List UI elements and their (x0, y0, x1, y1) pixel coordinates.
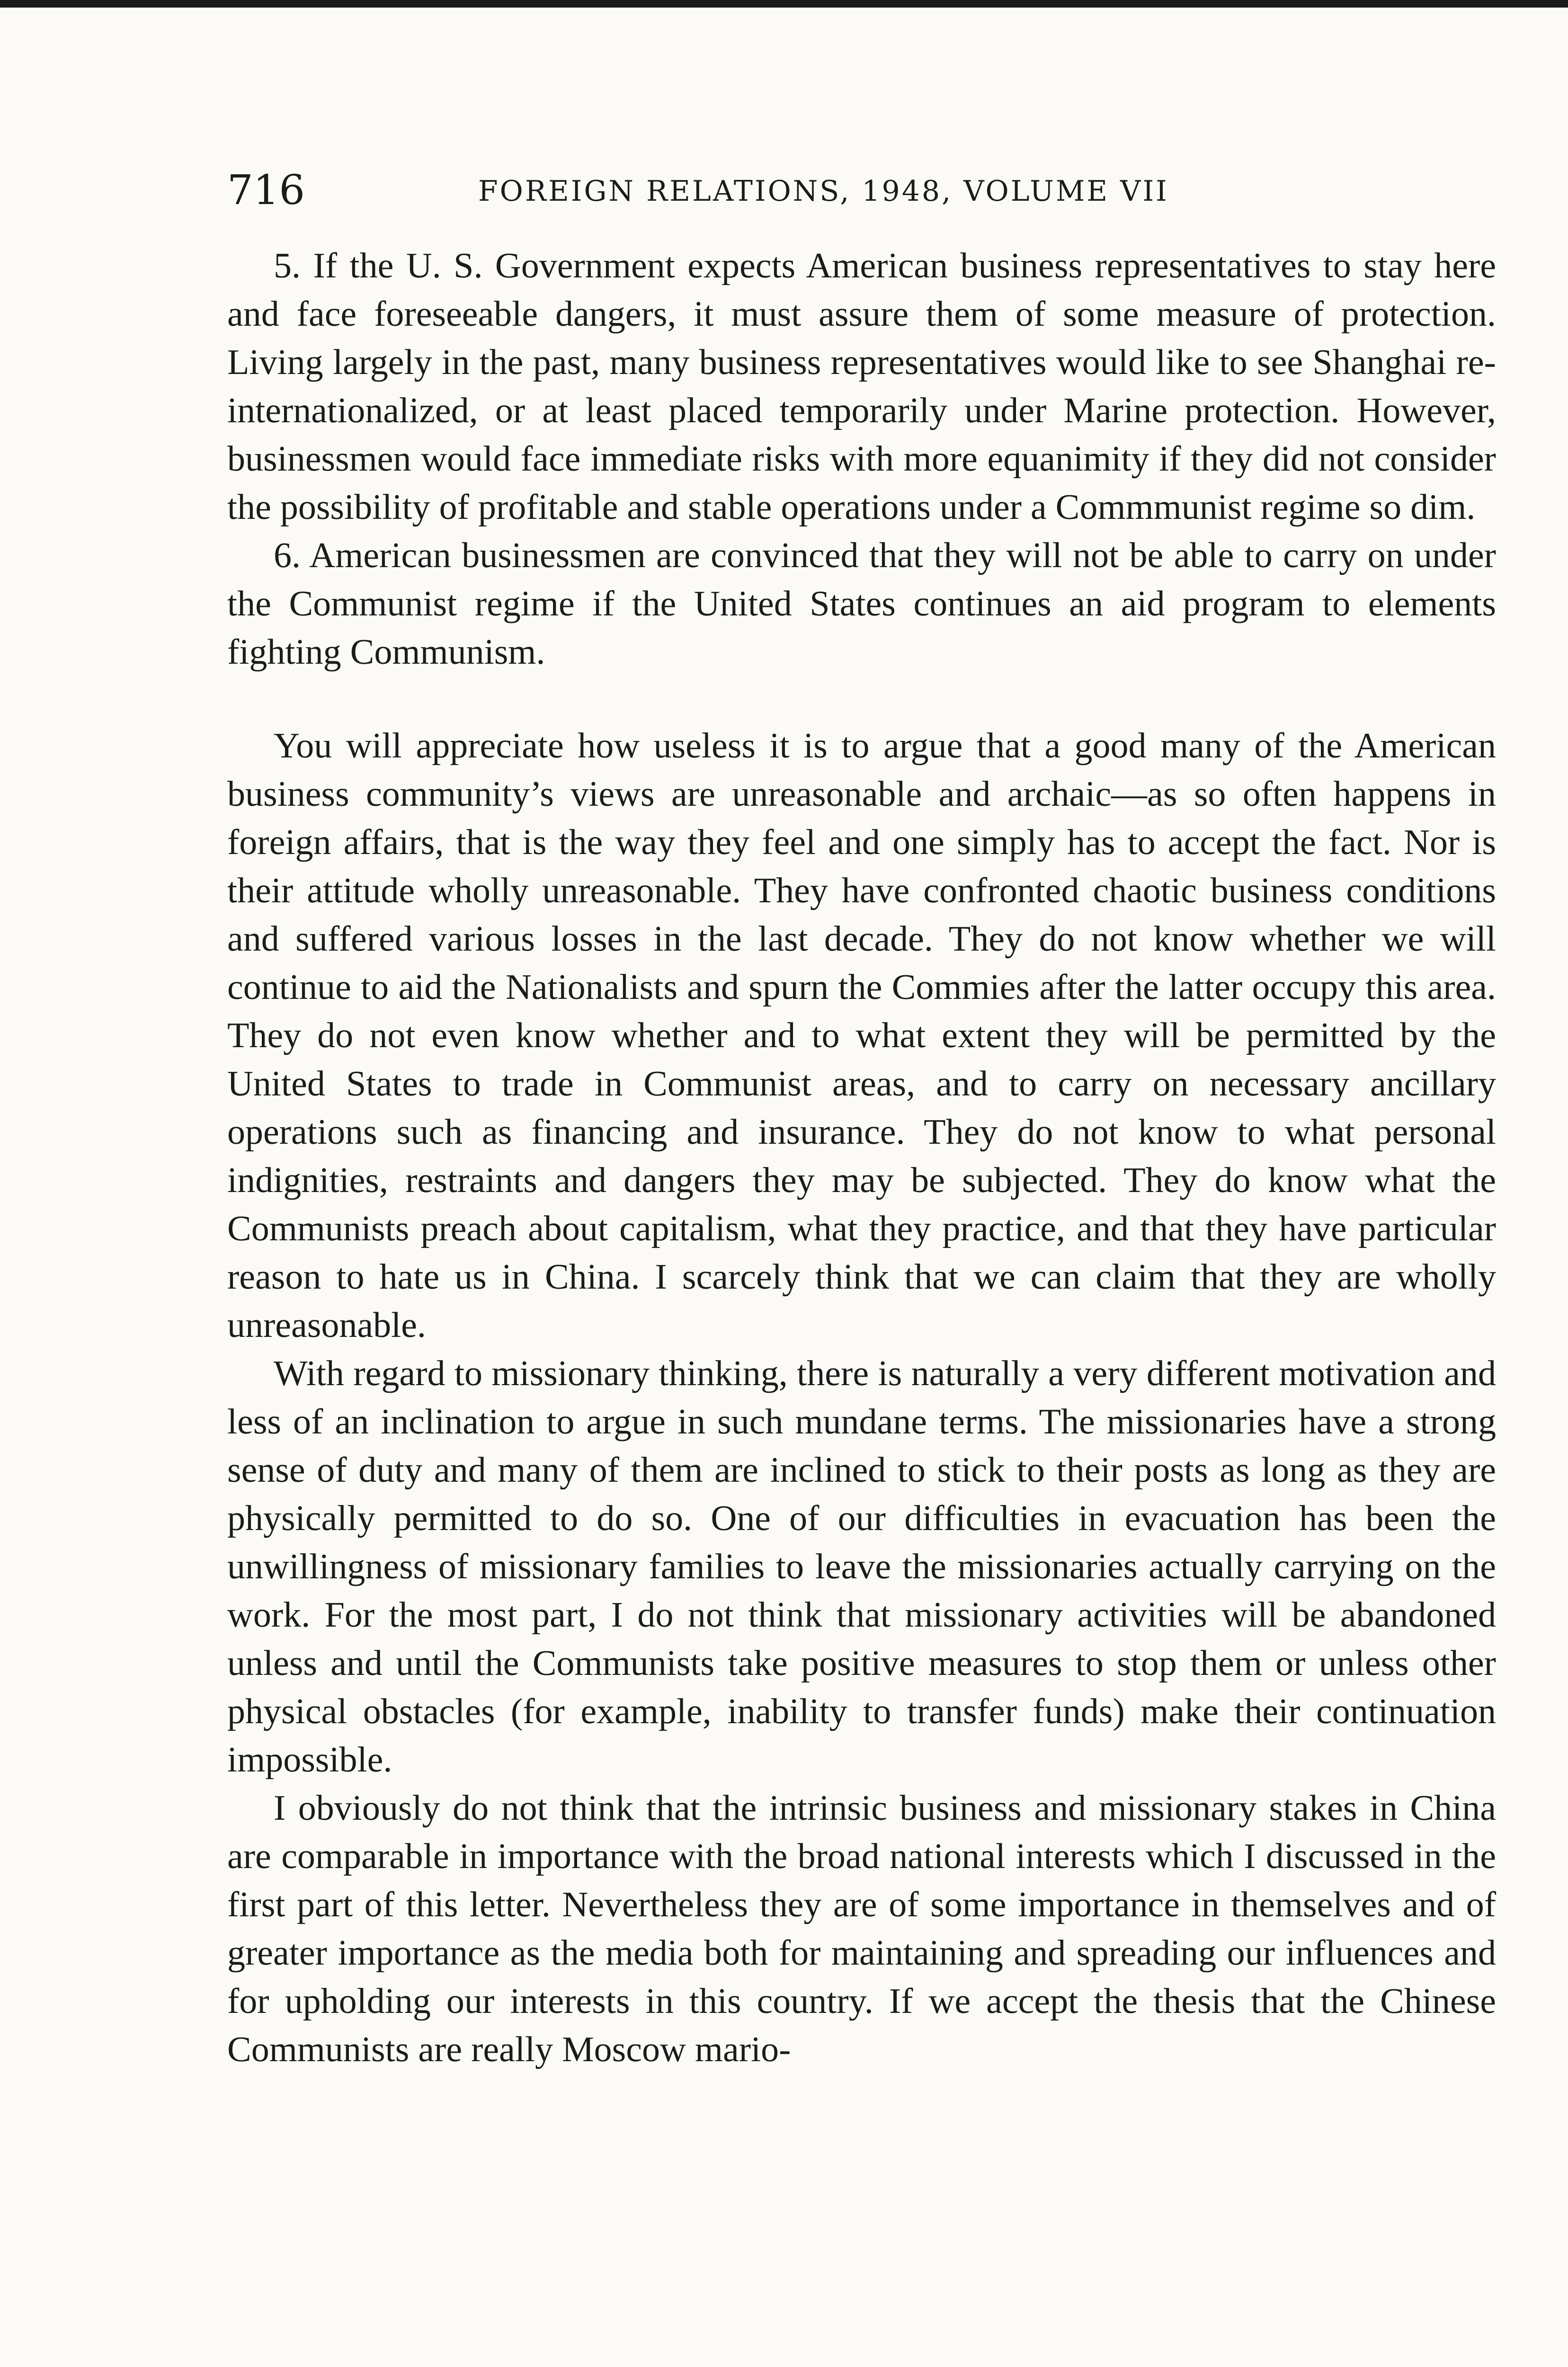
body-text (227, 241, 1496, 2073)
paragraph-business-views: You will appreciate how useless it is to argue that a good many of the American business community’s views are unreasonable and archaic—as so often happens in foreign affairs, that is the way they feel and one simply has to accept the fact. Nor is their attitude wholly unreasonable. They have confronted chaotic business conditions and suffered various losses in the last decade. They do not know whether we will continue to aid the Nationalists and spurn the Commies after the latter occupy this area. They do not even know whether and to what extent they will be permitted by the United States to trade in Communist areas, and to carry on necessary ancillary operations such as financing and insurance. They do not know to what personal indignities, restraints and dangers they may be subjected. They do know what the Communists preach about capitalism, what they practice, and that they have particular reason to hate us in China. I scarcely think that we can claim that they are wholly unreasonable. (227, 726, 1496, 1345)
paragraph-item-5: 5. If the U. S. Government expects American business representatives to stay here and face foreseeable dangers, it must assure them of some measure of protection. Living largely in the past, many business representatives would like to see Shanghai re-internationalized, or at least placed temporarily under Marine protection. However, businessmen would face immediate risks with more equanimity if they did not consider the possibility of profitable and stable operations under a Commmunist regime so dim. (227, 246, 1496, 527)
paragraph-item-6: 6. American businessmen are convinced that they will not be able to carry on under the Communist regime if the United States continues an aid program to elements fighting Communism. (227, 535, 1496, 672)
paragraph-national-interests: I obviously do not think that the intrinsic business and missionary stakes in China are comparable in importance with the broad national interests which I discussed in the first part of this letter. Nevertheless they are of some importance in themselves and of greater importance as the media both for maintaining and spreading our influences and for upholding our interests in this country. If we accept the thesis that the Chinese Communists are really Moscow mario- (227, 1788, 1496, 2069)
page-top-border (0, 0, 1568, 8)
page-number: 716 (227, 167, 305, 214)
paragraph-missionary-thinking: With regard to missionary thinking, there is naturally a very different motivation and less of an inclination to argue in such mundane terms. The missionaries have a strong sense of duty and many of them are inclined to stick to their posts as long as they are physically permitted to do so. One of our difficulties in evacuation has been the unwillingness of missionary families to leave the missionaries actually carrying on the work. For the most part, I do not think that missionary activities will be abandoned unless and until the Communists take positive measures to stop them or unless other physical obstacles (for example, inability to transfer funds) make their continuation impossible. (227, 1353, 1496, 1780)
page-header (227, 167, 1326, 223)
running-head: FOREIGN RELATIONS, 1948, VOLUME VII (478, 175, 1169, 208)
